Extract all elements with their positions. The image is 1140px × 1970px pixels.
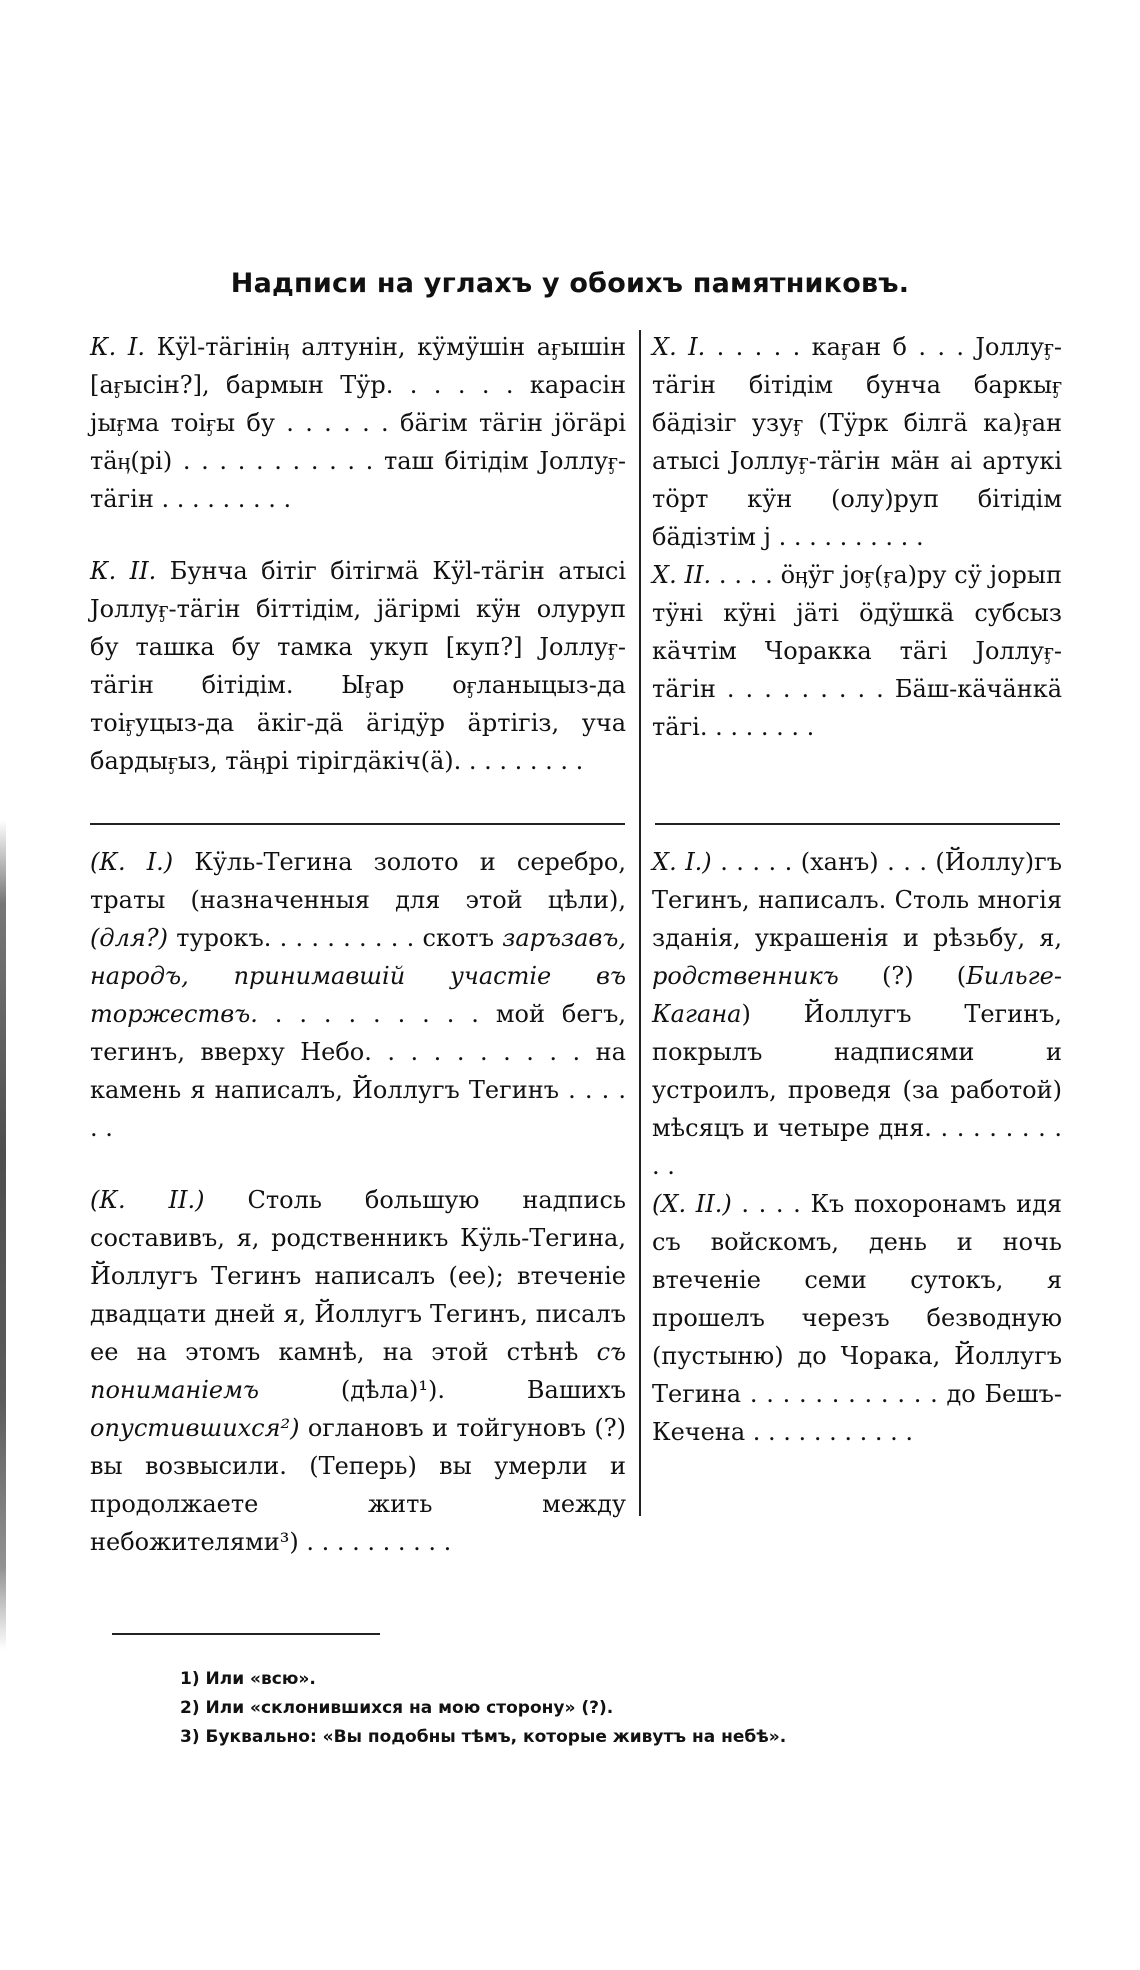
- section-label-k2-translation: (К. II.): [90, 1186, 205, 1214]
- inscription-x2: [652, 556, 1062, 746]
- translation-x1: [652, 843, 1062, 1185]
- section-label-x2-translation: (Х. II.): [652, 1190, 732, 1218]
- inscription-k1-text: Кӱl-тäгiнiӊ алтунiн, кӱмӱшiн аӻышiн [аӻысiн?], бармын Тӱр. . . . . . карасiн јыӻма тоiӻы бу . . . . . . бäгiм тäгiн јöгäрi тäӊ(рi) . . . . . . . . . . . таш бiтiдiм Јоллуӻ-тäгiн . . . . . . . . .: [90, 333, 626, 513]
- translation-k1-text-1: Кӱль-Тегина золото и серебро, траты (назначенныя для этой цѣли),: [90, 848, 626, 914]
- translation-k1: [90, 843, 626, 1147]
- translation-x2-text: . . . . Къ похоронамъ идя съ войскомъ, день и ночь втеченіе семи сутокъ, я прошелъ черезъ безводную (пустыню) до Чорака, Йоллугъ Тегина . . . . . . . . . . . . до Бешъ-Кечена . . . . . . . . . . .: [652, 1190, 1062, 1446]
- translation-k2-text-2: (дѣла)¹). Вашихъ: [340, 1376, 626, 1404]
- translation-right-column: [652, 843, 1062, 1451]
- inscription-k2: [90, 552, 626, 780]
- translation-x1-text-1: . . . . . (ханъ) . . . (Йоллу)гъ Тегинъ, написалъ. Столь многія зданія, украшенія и рѣзьбу, я,: [652, 848, 1062, 952]
- transcription-left-column: [90, 328, 626, 780]
- section-label-x2: Х. II.: [652, 561, 712, 589]
- column-divider: [639, 330, 641, 1516]
- section-divider-right: [655, 823, 1060, 825]
- translation-k2-text-3: оглановъ и тойгуновъ (?) вы возвысили. (Теперь) вы умерли и продолжаете жить между небожителями³) . . . . . . . . . .: [90, 1414, 626, 1556]
- translation-k2: [90, 1181, 626, 1561]
- inscription-x1: [652, 328, 1062, 556]
- translation-x1-text-2: (?) (: [881, 962, 967, 990]
- section-divider-left: [90, 823, 625, 825]
- footnote-divider: [112, 1633, 380, 1635]
- inscription-k2-text: Бунча бiтiг бiтiгмä Кӱl-тäгiн атысi Јоллуӻ-тäгiн бiттiдiм, јäгiрмi кӱн олуруп бу ташка бу тамка укуп [куп?] Јоллуӻ-тäгiн бiтiдiм. Ыӻар оӻланыцыз-да тоiӻуцыз-да äкiг-дä äгiдӱр äртiгiз, уча бардыӻыз, тäӊрi тiрiгдäкiч(ä). . . . . . . . .: [90, 557, 627, 775]
- translation-k1-query: (для?): [90, 924, 168, 952]
- inscription-x1-text: . . . . . каӻан б . . . Јоллуӻ-тäгiн бiтiдiм бунча баркыӻ бäдiзiг узуӻ (Тӱрк бiлгä ка)ӻан атысi Јоллуӻ-тäгiн мäн аi артукi тöрт кӱн (олу)руп бiтiдiм бäдiзтiм ј . . . . . . . . . .: [652, 333, 1062, 551]
- inscription-k1: [90, 328, 626, 518]
- translation-x2: [652, 1185, 1062, 1451]
- section-label-k2: К. II.: [90, 557, 157, 585]
- footnote-3: 3) Буквально: «Вы подобны тѣмъ, которые живутъ на небѣ».: [180, 1727, 787, 1747]
- inscription-x2-text: . . . . öӊӱг јоӻ(ӻа)ру сӱ јорып тӱнi кӱнi јäтi öдӱшкä субсыз кäчтiм Чоракка тäгi Јоллуӻ-тäгiн . . . . . . . . . Бäш-кäчäнкä тäгi. . . . . . . .: [652, 561, 1062, 741]
- section-label-k1-translation: (К. I.): [90, 848, 174, 876]
- footnotes: [180, 1665, 980, 1752]
- page-title: Надписи на углахъ у обоихъ памятниковъ.: [230, 268, 910, 299]
- translation-x1-italic-2: Бильге-Кагана: [652, 962, 1062, 1028]
- translation-left-column: [90, 843, 626, 1561]
- section-label-k1: К. I.: [90, 333, 146, 361]
- translation-x1-text-3: ) Йоллугъ Тегинъ, покрылъ надписями и устроилъ, проведя (за работой) мѣсяцъ и четыре дня. . . . . . . . . . .: [652, 1000, 1062, 1180]
- translation-k1-text-3: . . . . . . . . . мой бегъ, тегинъ, вверху Небо. . . . . . . . . . на камень я написалъ, Йоллугъ Тегинъ . . . . . .: [90, 1000, 626, 1142]
- translation-x1-italic-1: родственникъ: [652, 962, 839, 990]
- section-label-x1-translation: Х. I.): [652, 848, 712, 876]
- translation-k2-italic-2: опустившихся²): [90, 1414, 300, 1442]
- section-label-x1: Х. I.: [652, 333, 706, 361]
- transcription-right-column: [652, 328, 1062, 746]
- translation-k1-italic: заръзавъ, народъ, принимавшій участіе въ торжествъ.: [90, 924, 626, 1028]
- translation-k2-text-1: Столь большую надпись составивъ, я, родственникъ Кӱль-Тегина, Йоллугъ Тегинъ написалъ (ее); втеченіе двадцати дней я, Йоллугъ Тегинъ, писалъ ее на этомъ камнѣ, на этой стѣнѣ: [90, 1186, 626, 1366]
- scan-edge-artifact: [0, 820, 6, 1650]
- translation-k1-text-2: турокъ. . . . . . . . . . скотъ: [176, 924, 494, 952]
- footnote-1: 1) Или «всю».: [180, 1669, 316, 1689]
- footnote-2: 2) Или «склонившихся на мою сторону» (?).: [180, 1698, 614, 1718]
- translation-k2-italic-1: съ пониманіемъ: [90, 1338, 626, 1404]
